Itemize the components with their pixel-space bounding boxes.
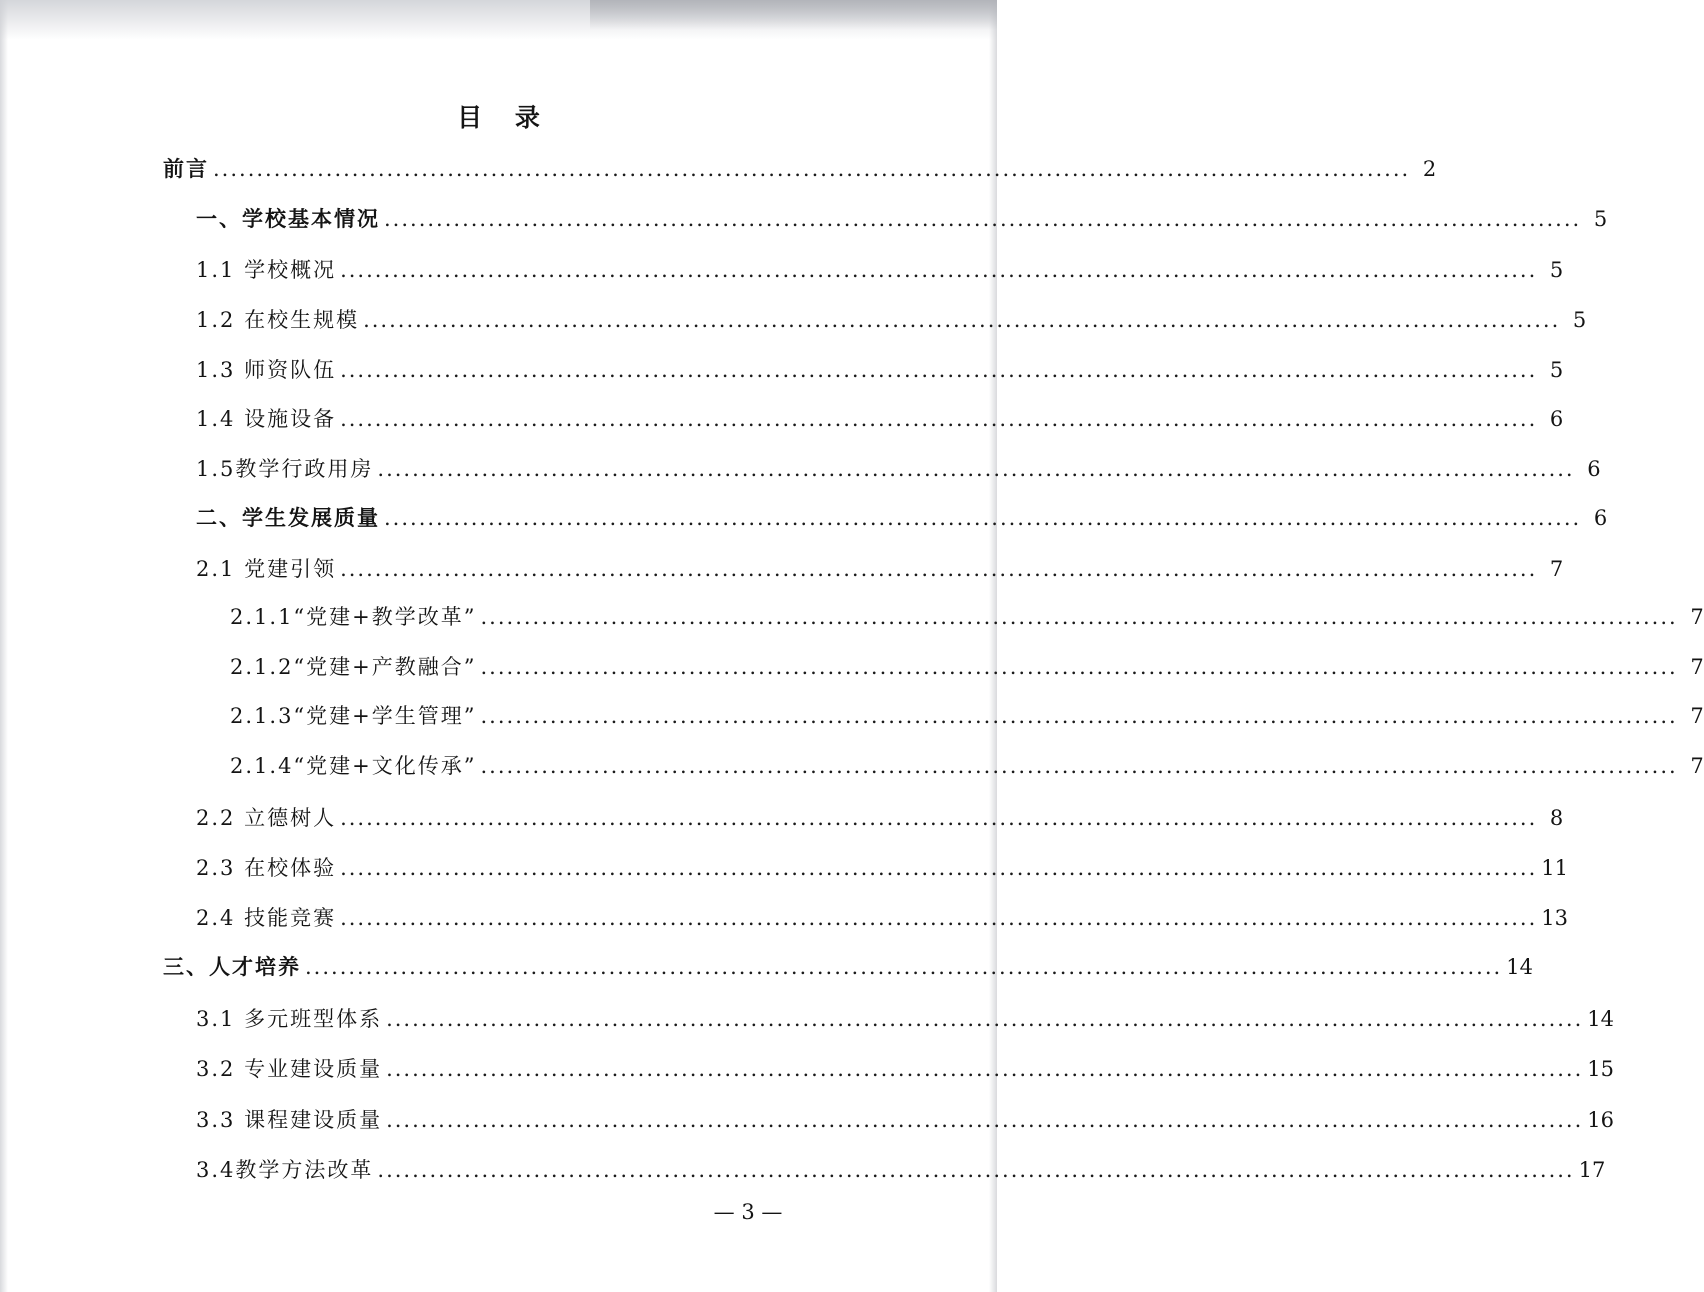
toc-title: 目 录: [457, 103, 552, 132]
toc-entry-label: 2.1.4“党建+文化传承”: [230, 754, 477, 778]
toc-entry[interactable]: [196, 1154, 1606, 1186]
toc-entry-page: 14: [1506, 955, 1533, 979]
toc-entry-page: 7: [1690, 704, 1704, 728]
toc-leader: ..........................................................................................................................................: [340, 358, 1538, 382]
toc-entry-label: 3.4教学方法改革: [196, 1158, 374, 1182]
page-number: — 3 —: [713, 1200, 783, 1224]
toc-entry-label: 3.2 专业建设质量: [196, 1057, 383, 1081]
toc-leader: ..........................................................................................................................................: [213, 157, 1411, 181]
toc-leader: ..........................................................................................................................................: [386, 1057, 1584, 1081]
toc-entry-label: 二、学生发展质量: [196, 505, 380, 530]
toc-entry-label: 2.2 立德树人: [196, 806, 337, 830]
toc-entry-label: 一、学校基本情况: [196, 206, 380, 231]
toc-entry[interactable]: [196, 453, 1601, 485]
toc-entry[interactable]: [230, 750, 1704, 782]
toc-entry-page: 7: [1690, 605, 1704, 629]
toc-entry[interactable]: [196, 1053, 1615, 1085]
toc-leader: ..........................................................................................................................................: [340, 407, 1538, 431]
toc-entry-page: 2: [1422, 157, 1437, 181]
toc-entry-label: 1.2 在校生规模: [196, 308, 360, 332]
toc-entry[interactable]: [230, 601, 1704, 633]
toc-leader: ..........................................................................................................................................: [384, 506, 1582, 530]
toc-entry[interactable]: [163, 951, 1533, 983]
toc-entry-label: 2.3 在校体验: [196, 856, 337, 880]
toc-entry-page: 5: [1572, 308, 1587, 332]
toc-entry-label: 1.4 设施设备: [196, 407, 337, 431]
toc-leader: ..........................................................................................................................................: [340, 557, 1538, 581]
toc-leader: ..........................................................................................................................................: [384, 207, 1582, 231]
toc-leader: ..........................................................................................................................................: [386, 1108, 1584, 1132]
toc-entry-page: 13: [1541, 906, 1569, 930]
toc-leader: ..........................................................................................................................................: [377, 1158, 1575, 1182]
toc-leader: ..........................................................................................................................................: [340, 906, 1538, 930]
toc-entry[interactable]: [163, 153, 1437, 185]
toc-entry[interactable]: [196, 354, 1564, 386]
toc-entry-page: 5: [1549, 358, 1564, 382]
toc-entry[interactable]: [196, 304, 1587, 336]
toc-entry-page: 7: [1690, 655, 1704, 679]
toc-entry-page: 5: [1593, 207, 1608, 231]
toc-entry-label: 1.5教学行政用房: [196, 457, 374, 481]
toc-entry[interactable]: [230, 700, 1704, 732]
toc-entry-label: 2.1.3“党建+学生管理”: [230, 704, 477, 728]
toc-leader: ..........................................................................................................................................: [377, 457, 1575, 481]
toc-entry[interactable]: [196, 902, 1569, 934]
toc-entry-page: 5: [1549, 258, 1564, 282]
toc-entry-label: 2.1 党建引领: [196, 557, 337, 581]
toc-entry-page: 7: [1690, 754, 1704, 778]
toc-entry[interactable]: [196, 403, 1564, 435]
toc-leader: ..........................................................................................................................................: [480, 655, 1678, 679]
toc-entry-label: 三、人才培养: [163, 954, 301, 979]
toc-leader: ..........................................................................................................................................: [340, 856, 1538, 880]
toc-entry-page: 17: [1578, 1158, 1606, 1182]
toc-entry-page: 14: [1587, 1007, 1615, 1031]
toc-entry-label: 1.1 学校概况: [196, 258, 337, 282]
toc-entry[interactable]: [196, 802, 1564, 834]
toc-entry-label: 2.1.1“党建+教学改革”: [230, 605, 477, 629]
toc-leader: ..........................................................................................................................................: [386, 1007, 1584, 1031]
toc-leader: ..........................................................................................................................................: [340, 806, 1538, 830]
toc-entry[interactable]: [196, 502, 1608, 534]
toc-entry[interactable]: [196, 1104, 1615, 1136]
toc-leader: ..........................................................................................................................................: [480, 704, 1678, 728]
toc-entry-page: 8: [1549, 806, 1564, 830]
toc-leader: ..........................................................................................................................................: [480, 605, 1678, 629]
toc-entry-page: 16: [1587, 1108, 1615, 1132]
toc-entry[interactable]: [196, 553, 1564, 585]
toc-entry-page: 7: [1549, 557, 1564, 581]
toc-entry-page: 6: [1587, 457, 1601, 481]
toc-entry[interactable]: [230, 651, 1704, 683]
toc-leader: ..........................................................................................................................................: [363, 308, 1561, 332]
toc-entry-page: 6: [1593, 506, 1608, 530]
toc-entry-label: 2.1.2“党建+产教融合”: [230, 655, 477, 679]
toc-entry[interactable]: [196, 254, 1564, 286]
toc-leader: ..........................................................................................................................................: [480, 754, 1678, 778]
toc-entry-page: 6: [1549, 407, 1564, 431]
toc-entry-page: 11: [1541, 856, 1569, 880]
toc-entry-label: 1.3 师资队伍: [196, 358, 337, 382]
toc-entry[interactable]: [196, 203, 1608, 235]
toc-entry[interactable]: [196, 1003, 1615, 1035]
toc-entry-label: 3.1 多元班型体系: [196, 1007, 383, 1031]
toc-entry-label: 2.4 技能竞赛: [196, 906, 337, 930]
toc-entry-label: 前言: [163, 156, 209, 181]
toc-entry-page: 15: [1587, 1057, 1615, 1081]
toc-entry[interactable]: [196, 852, 1569, 884]
toc-leader: ..........................................................................................................................................: [340, 258, 1538, 282]
toc-leader: ..........................................................................................................................................: [305, 955, 1503, 979]
toc-entry-label: 3.3 课程建设质量: [196, 1108, 383, 1132]
